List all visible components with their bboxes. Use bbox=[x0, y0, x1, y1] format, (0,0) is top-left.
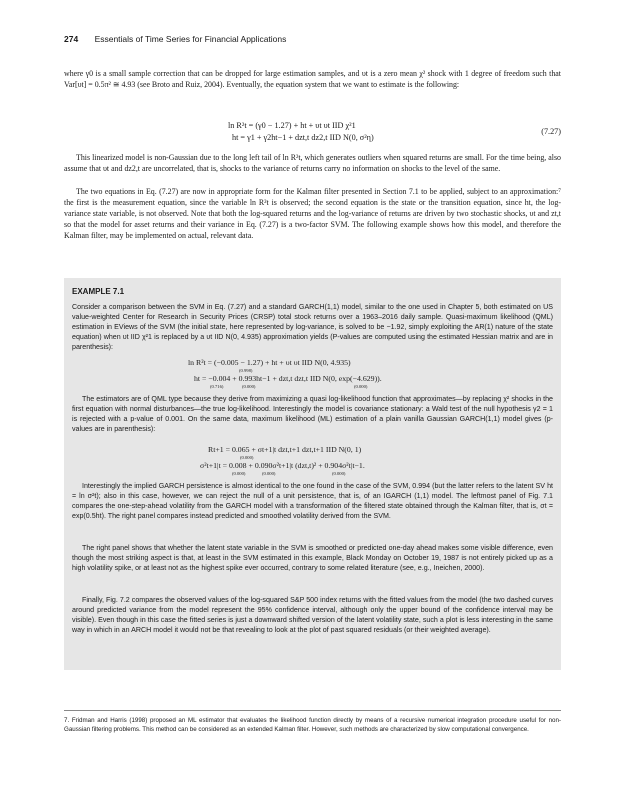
example-paragraph-3: Interestingly the implied GARCH persistence is almost identical to the one found in the case of the SVM, 0.994 (but the latter refers to the latent SV ht = ln σ²t); also in this case, however, we can reject the null of a unit persistence, that is, of an IGARCH (1,1) model. The leftmost panel of Fig. 7.1 compares the one-step-ahead volatility from the GARCH model with a transformation of the filtered state obtained through the Kalman filter, that is, σt = exp(0.5ht). The right panel compares instead predicted and smoothed volatility derived from the SVM. bbox=[72, 482, 553, 521]
p-value-6: (0.000) bbox=[232, 471, 246, 476]
running-header bbox=[64, 34, 565, 44]
example-equation-2-line-1: Rt+1 = 0.065 + σt+1|t dzt,t+1 dzt,t+1 IID N(0, 1) bbox=[208, 445, 362, 454]
equation-number: (7.27) bbox=[541, 127, 561, 136]
example-paragraph-1: Consider a comparison between the SVM in Eq. (7.27) and a standard GARCH(1,1) model, similar to the one used in Chapter 5, both estimated on US value-weighted Center for Research in Security Prices (CRSP) total stock returns over a 1963–2016 daily sample. Quasi-maximum likelihood (QML) estimation in EViews of the SVM (the initial state, here represented by log-variance, is solved to be −1.92, simply exploiting the AR(1) nature of the state equation) when υt IID χ²1 is replaced by a υt IID N(0, 4.935) approximation yields (P-values are computed using the estimated Hessian matrix and are in parenthesis): bbox=[72, 303, 553, 352]
p-value-1: (0.998) bbox=[239, 368, 253, 373]
footnote-7: 7. Fridman and Harris (1998) proposed an ML estimator that evaluates the likelihood function directly by means of a recursive numerical integration procedure useful for non-Gaussian filtering problems. This method can be considered as an extended Kalman filter. However, such methods are characterized by slow computational convergence. bbox=[64, 717, 561, 734]
running-title: Essentials of Time Series for Financial Applications bbox=[94, 34, 287, 44]
example-equation-1-line-2: ht = −0.004 + 0.993ht−1 + dzt,t dzt,t IID N(0, exp(−4.629)). bbox=[194, 374, 382, 383]
p-value-5: (0.000) bbox=[240, 455, 254, 460]
p-value-7: (0.000) bbox=[262, 471, 276, 476]
p-value-4: (0.000) bbox=[354, 384, 368, 389]
paragraph-1: where γ0 is a small sample correction that can be dropped for large estimation samples, and υt is a zero mean χ² shock with 1 degree of freedom such that Var[υt] = 0.5π² ≅ 4.93 (see Broto and Ruiz, 2004). Eventually, the equation system that we want to estimate is the following: bbox=[64, 69, 561, 89]
p-value-2: (0.716) bbox=[210, 384, 224, 389]
example-equation-2-line-2: σ²t+1|t = 0.008 + 0.090σ²t+1|t (dzt,t)² + 0.904σ²t|t−1. bbox=[200, 461, 365, 470]
example-equation-1-line-1: ln R²t = (−0.005 − 1.27) + ht + υt υt IID N(0, 4.935) bbox=[188, 358, 351, 367]
equation-7-27-line-2: ht = γ1 + γ2ht−1 + dzt,t dz2,t IID N(0, σ²η) bbox=[232, 133, 374, 142]
paragraph-3: The two equations in Eq. (7.27) are now in appropriate form for the Kalman filter presented in Section 7.1 to be applied, subject to an approximation:⁷ the first is the measurement equation, since the variable ln R²t is observed; the second equation is the state or the transition equation, since ht, the log-variance state variable, is not observed. Note that both the log-squared returns and the log-variance of returns are driven by two stochastic shocks, υt and zt,t so that the model for asset returns and their variance in Eq. (7.27) is a two-factor SVM. The following example shows how this model, and therefore the Kalman filter, may be implemented on actual, relevant data. bbox=[64, 187, 561, 240]
page-number: 274 bbox=[64, 34, 79, 44]
footnote-divider bbox=[64, 710, 561, 711]
example-paragraph-4: The right panel shows that whether the latent state variable in the SVM is smoothed or predicted one-day ahead makes some visible difference, even though the most striking aspect is that, at least in the SVM estimated in this example, Black Monday on October 19, 1987 is not entirely picked up as a high volatility spike, or at least not as the highest spike ever occurred, contrary to some related literature (see, e.g., Ineichen, 2000). bbox=[72, 544, 553, 573]
example-paragraph-5: Finally, Fig. 7.2 compares the observed values of the log-squared S&P 500 index returns with the fitted values from the model (the two dashed curves around predicted variance from the model represent the 95% confidence interval, although only the upper bound of the confidence interval may be visible). Even though in this case the fitted series is just a downward shifted version of the latent volatility state, such a plot is less interesting in the same way in which in an ARCH model it would not be that revealing to look at the plot of past squared residuals (or their weighted average). bbox=[72, 596, 553, 635]
equation-7-27-line-1: ln R²t = (γ0 − 1.27) + ht + υt υt IID χ²1 bbox=[228, 121, 356, 130]
example-title: EXAMPLE 7.1 bbox=[72, 287, 125, 296]
example-paragraph-2: The estimators are of QML type because they derive from maximizing a quasi log-likelihood function that approximates—by replacing χ² shocks in the first equation with normal disturbances—the true log-likelihood. Interestingly the model is covariance stationary: a Wald test of the null hypothesis γ2 = 1 is rejected with a p-value of 0.001. On the same data, maximum likelihood (ML) estimation of a plain vanilla Gaussian GARCH(1,1) model gives (p-values are in parenthesis): bbox=[72, 395, 553, 434]
paragraph-2: This linearized model is non-Gaussian due to the long left tail of ln R²t, which generates outliers when squared returns are small. For the time being, also assume that υt and dz2,t are uncorrelated, that is, shocks to the variance of returns carry no information on shocks to the level of the same. bbox=[64, 153, 561, 173]
p-value-8: (0.000) bbox=[332, 471, 346, 476]
p-value-3: (0.000) bbox=[242, 384, 256, 389]
example-box bbox=[64, 278, 561, 670]
